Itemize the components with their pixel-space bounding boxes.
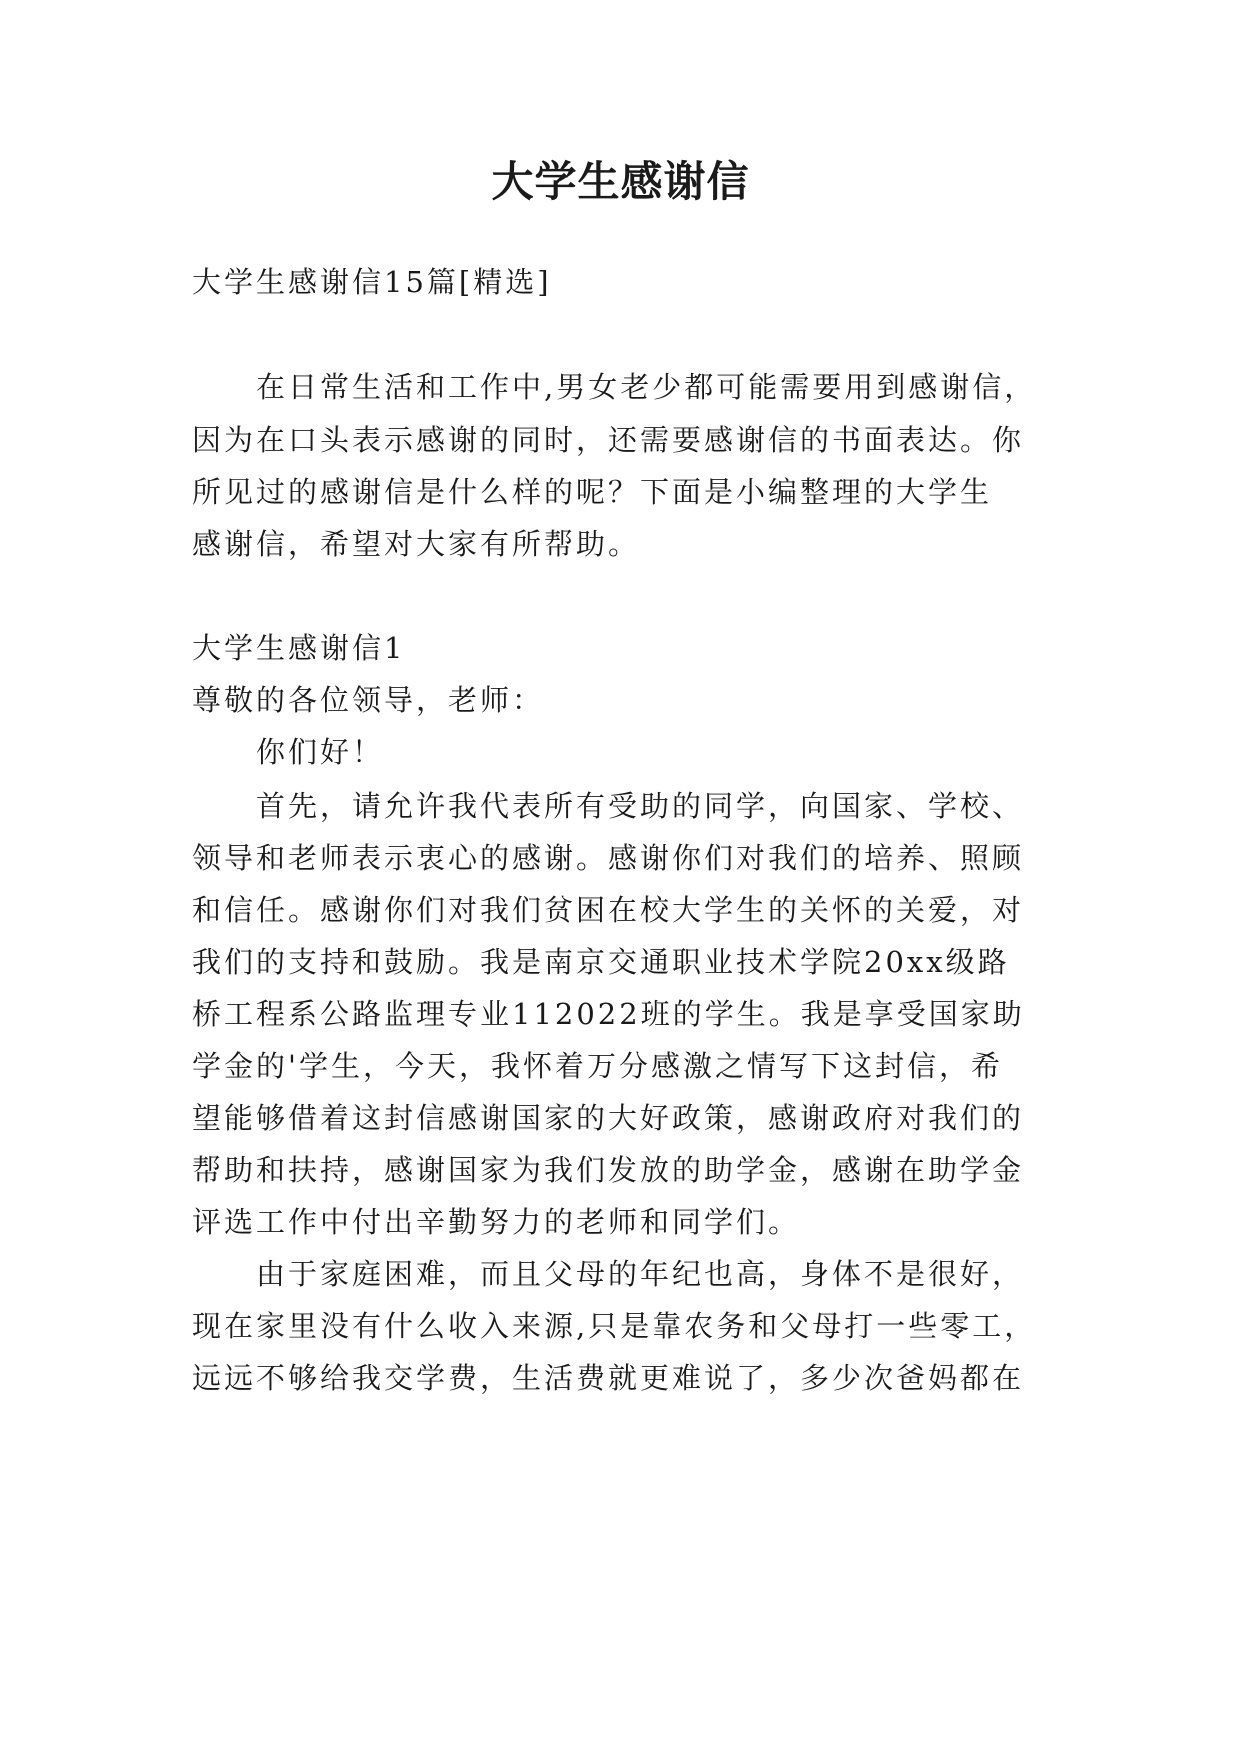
intro-line: 因为在口头表示感谢的同时，还需要感谢信的书面表达。你: [192, 423, 1025, 457]
paragraph-line: 和信任。感谢你们对我们贫困在校大学生的关怀的关爱，对: [192, 893, 1025, 927]
paragraph-line: 领导和老师表示衷心的感谢。感谢你们对我们的培养、照顾: [192, 841, 1025, 875]
document-subtitle: 大学生感谢信15篇[精选]: [192, 265, 552, 299]
paragraph-line: 评选工作中付出辛勤努力的老师和同学们。: [192, 1205, 801, 1239]
paragraph-line: 由于家庭困难，而且父母的年纪也高，身体不是很好，: [256, 1257, 1025, 1291]
salutation: 尊敬的各位领导，老师：: [192, 683, 545, 717]
intro-line: 所见过的感谢信是什么样的呢？下面是小编整理的大学生: [192, 475, 993, 509]
paragraph-line: 远远不够给我交学费，生活费就更难说了，多少次爸妈都在: [192, 1361, 1025, 1395]
paragraph-line: 帮助和扶持，感谢国家为我们发放的助学金，感谢在助学金: [192, 1153, 1025, 1187]
greeting: 你们好！: [256, 735, 385, 769]
section-heading: 大学生感谢信1: [192, 631, 406, 665]
paragraph-line: 现在家里没有什么收入来源,只是靠农务和父母打一些零工，: [192, 1309, 1037, 1343]
paragraph-line: 我们的支持和鼓励。我是南京交通职业技术学院20xx级路: [192, 945, 1010, 979]
paragraph-line: 望能够借着这封信感谢国家的大好政策，感谢政府对我们的: [192, 1101, 1025, 1135]
paragraph-line: 桥工程系公路监理专业112022班的学生。我是享受国家助: [192, 997, 1025, 1031]
paragraph-line: 首先，请允许我代表所有受助的同学，向国家、学校、: [256, 789, 1025, 823]
paragraph-line: 学金的'学生，今天，我怀着万分感激之情写下这封信，希: [192, 1049, 1003, 1083]
intro-line: 感谢信，希望对大家有所帮助。: [192, 527, 641, 561]
intro-line: 在日常生活和工作中,男女老少都可能需要用到感谢信，: [256, 370, 1037, 404]
document-title: 大学生感谢信: [491, 157, 750, 206]
